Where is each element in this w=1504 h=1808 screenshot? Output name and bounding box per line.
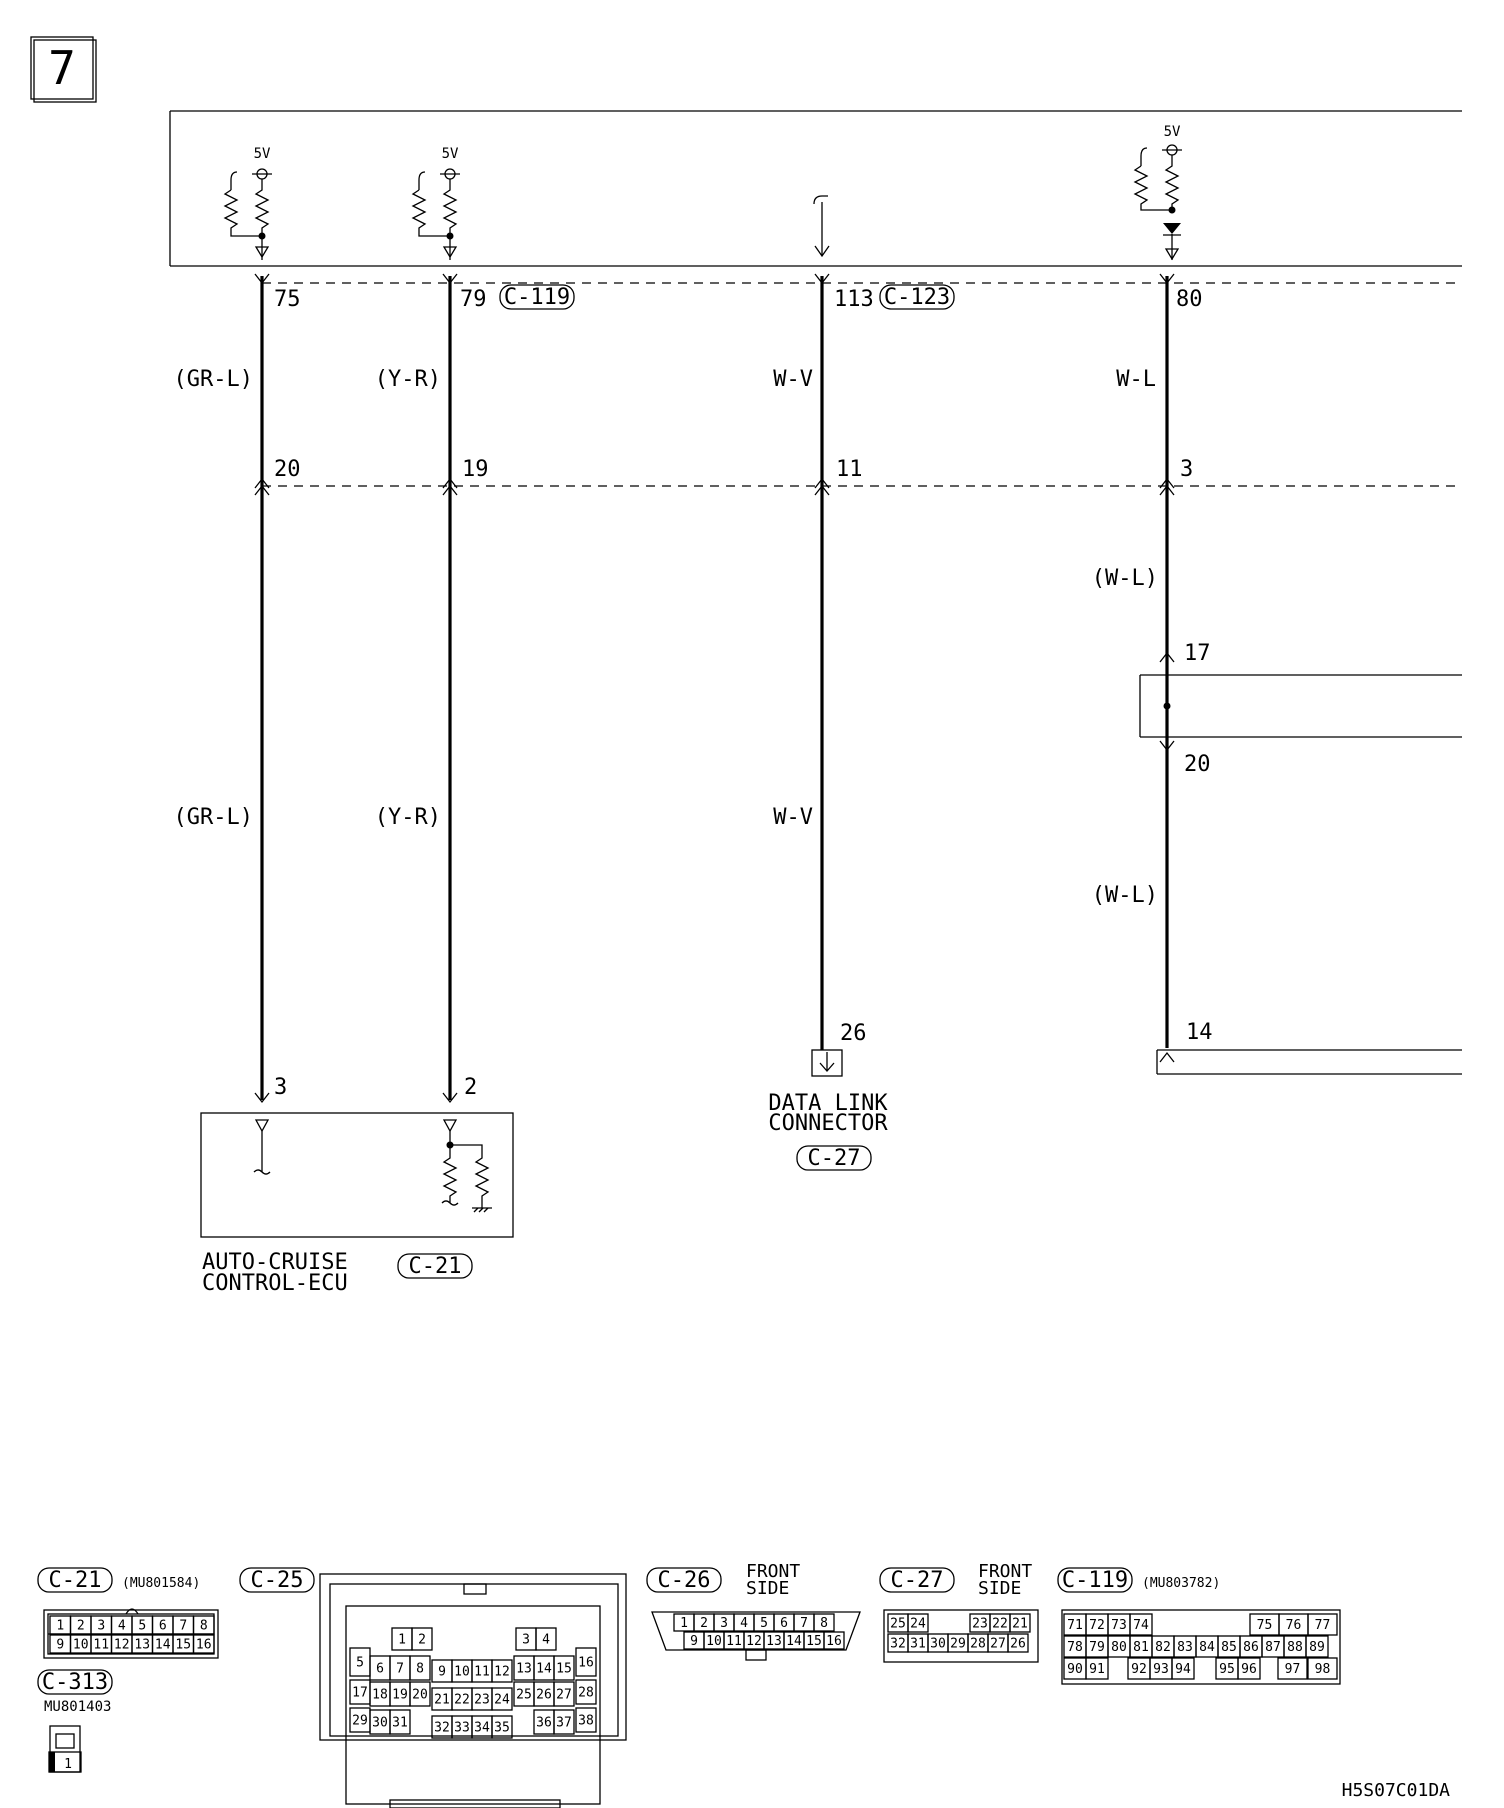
pin-number: 80	[1111, 1640, 1127, 1656]
page-number-box	[31, 37, 96, 102]
svg-text:C-119: C-119	[503, 285, 571, 310]
pin-number: 73	[1111, 1618, 1127, 1634]
svg-text:(MU803782): (MU803782)	[1142, 1576, 1221, 1591]
terminal-17: 17	[1184, 641, 1211, 666]
pin-number: 9	[56, 1637, 65, 1653]
pin-number: 4	[117, 1618, 126, 1634]
pin-number: 1	[398, 1632, 406, 1648]
wire-label-gr-l-lower: (GR-L)	[173, 805, 253, 830]
pin-number: 71	[1067, 1618, 1083, 1634]
svg-text:C-21: C-21	[48, 1568, 102, 1593]
pin-number: 25	[890, 1616, 906, 1632]
terminal-113: 113	[834, 287, 874, 312]
pin-number: 13	[134, 1637, 151, 1653]
pin-number: 75	[1256, 1618, 1273, 1634]
terminal-79: 79	[460, 287, 487, 312]
pin-number: 8	[416, 1661, 424, 1677]
pin-number: 17	[352, 1685, 368, 1701]
svg-text:MU801403: MU801403	[44, 1699, 112, 1715]
pin-number: 15	[175, 1637, 192, 1653]
pin-number: 93	[1153, 1662, 1169, 1678]
pin-number: 89	[1309, 1640, 1325, 1656]
cruise-label-line1: AUTO-CRUISE	[202, 1250, 348, 1275]
pin-number: 30	[930, 1636, 946, 1652]
pin-number: 23	[474, 1692, 490, 1708]
pin-number: 92	[1131, 1662, 1147, 1678]
terminal-75: 75	[274, 287, 301, 312]
pin-number: 90	[1067, 1662, 1083, 1678]
pin-number: 18	[372, 1687, 388, 1703]
pin-number: 35	[494, 1720, 510, 1736]
pin-number: 29	[352, 1713, 368, 1729]
connector-label-c123	[880, 285, 954, 310]
terminal-20-junction: 20	[1184, 752, 1211, 777]
pin-number: 25	[516, 1687, 532, 1703]
dlc-label-line1: DATA LINK	[768, 1091, 888, 1116]
pin-number: 7	[179, 1618, 188, 1634]
pin-number: 3	[97, 1618, 106, 1634]
pin-number: 2	[76, 1618, 85, 1634]
pin-number: 26	[1010, 1636, 1026, 1652]
terminal-26: 26	[840, 1021, 867, 1046]
terminal-14: 14	[1186, 1020, 1213, 1045]
ecu-internal-circuit-113	[814, 196, 829, 256]
connector-view-c119	[1058, 1568, 1340, 1684]
pin-number: 11	[726, 1634, 742, 1650]
pin-number: 84	[1199, 1640, 1215, 1656]
pin-number: 88	[1287, 1640, 1303, 1656]
svg-text:SIDE: SIDE	[978, 1578, 1022, 1599]
pin-number: 21	[434, 1692, 450, 1708]
pin-number: 16	[195, 1637, 212, 1653]
data-link-connector	[812, 1050, 842, 1076]
pin-number: 32	[434, 1720, 450, 1736]
pin-number: 4	[740, 1616, 748, 1632]
terminal-3-cruise: 3	[274, 1075, 288, 1100]
pin-number: 5	[356, 1655, 364, 1671]
pin-number: 1	[680, 1616, 688, 1632]
pin-number: 95	[1219, 1662, 1235, 1678]
pin-number: 83	[1177, 1640, 1193, 1656]
pin-number: 19	[392, 1687, 408, 1703]
pin-number: 30	[372, 1715, 388, 1731]
terminal-19: 19	[462, 457, 489, 482]
terminal-11: 11	[836, 457, 863, 482]
pin-number: 10	[706, 1634, 722, 1650]
pin-number: 6	[376, 1661, 384, 1677]
pin-number: 9	[438, 1664, 446, 1680]
svg-text:C-123: C-123	[883, 285, 951, 310]
ecu-internal-circuit-75	[225, 146, 272, 260]
voltage-label: 5V	[253, 146, 271, 162]
pin-number: 27	[990, 1636, 1006, 1652]
svg-text:C-26: C-26	[657, 1568, 711, 1593]
svg-text:C-27: C-27	[807, 1146, 861, 1171]
pin-number: 86	[1243, 1640, 1259, 1656]
pin-number: 28	[970, 1636, 986, 1652]
tail-connector	[1157, 1050, 1462, 1074]
pin-number: 12	[113, 1637, 130, 1653]
pin-number: 10	[454, 1664, 470, 1680]
svg-text:FRONT: FRONT	[978, 1561, 1033, 1582]
pin-number: 5	[138, 1618, 147, 1634]
pin-number: 11	[474, 1664, 490, 1680]
pin-number: 15	[806, 1634, 822, 1650]
pin-number: 28	[578, 1685, 594, 1701]
connector-view-c25	[240, 1568, 626, 1808]
pin-number: 94	[1175, 1662, 1191, 1678]
pin-number: 38	[578, 1713, 594, 1729]
pin-number: 7	[800, 1616, 808, 1632]
svg-text:SIDE: SIDE	[746, 1578, 790, 1599]
pin-number: 14	[536, 1661, 552, 1677]
connector-label-c119	[500, 285, 574, 310]
pin-number: 10	[72, 1637, 89, 1653]
wire-label-w-v-lower: W-V	[773, 805, 813, 830]
pin-number: 74	[1133, 1618, 1149, 1634]
pin-number: 97	[1284, 1662, 1301, 1678]
pin-number: 1	[56, 1618, 65, 1634]
ecu-internal-circuit-79	[413, 146, 460, 260]
pin-number: 36	[536, 1715, 552, 1731]
pin-number: 15	[556, 1661, 572, 1677]
pin-number: 5	[760, 1616, 768, 1632]
svg-text:C-119: C-119	[1061, 1568, 1129, 1593]
wire-y-r	[443, 274, 457, 1102]
pin-number: 76	[1285, 1618, 1302, 1634]
svg-text:FRONT: FRONT	[746, 1561, 801, 1582]
pin-number: 72	[1089, 1618, 1105, 1634]
footer-code: H5S07C01DA	[1341, 1780, 1450, 1801]
pin-number: 31	[910, 1636, 926, 1652]
connector-view-c313	[38, 1670, 112, 1772]
terminal-2-cruise: 2	[464, 1075, 478, 1100]
connector-view-c27	[880, 1561, 1038, 1662]
pin-number: 23	[972, 1616, 988, 1632]
ecu-internal-circuit-80	[1135, 124, 1182, 260]
pin-number: 16	[826, 1634, 842, 1650]
pin-number: 16	[578, 1655, 594, 1671]
terminal-3: 3	[1180, 457, 1194, 482]
pin-number: 22	[992, 1616, 1008, 1632]
pin-number: 9	[690, 1634, 698, 1650]
pin-number: 37	[556, 1715, 572, 1731]
pin-number: 6	[780, 1616, 788, 1632]
pin-number: 31	[392, 1715, 408, 1731]
pin-number: 20	[412, 1687, 428, 1703]
svg-text:C-27: C-27	[890, 1568, 944, 1593]
svg-text:(MU801584): (MU801584)	[122, 1576, 201, 1591]
pin-number: 12	[494, 1664, 510, 1680]
pin-number: 79	[1089, 1640, 1105, 1656]
dlc-label-line2: CONNECTOR	[768, 1111, 888, 1136]
pin-number: 7	[396, 1661, 404, 1677]
svg-text:1: 1	[64, 1757, 72, 1772]
pin-number: 12	[746, 1634, 762, 1650]
pin-number: 2	[418, 1632, 426, 1648]
pin-number: 4	[542, 1632, 550, 1648]
terminal-80: 80	[1176, 287, 1203, 312]
pin-number: 6	[158, 1618, 167, 1634]
pin-number: 78	[1067, 1640, 1083, 1656]
pin-number: 29	[950, 1636, 966, 1652]
pin-number: 26	[536, 1687, 552, 1703]
pin-number: 13	[766, 1634, 782, 1650]
cruise-ecu-box	[201, 1113, 513, 1237]
connector-label-c21	[398, 1254, 472, 1279]
pin-number: 14	[786, 1634, 802, 1650]
pin-number: 21	[1012, 1616, 1028, 1632]
ecu-box	[170, 111, 1462, 266]
pin-number: 96	[1241, 1662, 1257, 1678]
connector-view-c26	[647, 1561, 860, 1660]
pin-number: 77	[1314, 1618, 1331, 1634]
wire-label-w-l-mid: (W-L)	[1091, 566, 1158, 591]
wire-label-gr-l-upper: (GR-L)	[173, 367, 253, 392]
connector-view-c21	[38, 1568, 218, 1658]
svg-text:C-313: C-313	[41, 1670, 109, 1695]
wire-w-l	[1160, 274, 1174, 1062]
wire-label-w-v-upper: W-V	[773, 367, 813, 392]
svg-text:5V: 5V	[441, 146, 459, 162]
pin-number: 24	[910, 1616, 926, 1632]
pin-number: 8	[199, 1618, 208, 1634]
pin-number: 33	[454, 1720, 470, 1736]
wire-label-w-l-upper: W-L	[1116, 367, 1156, 392]
pin-number: 91	[1089, 1662, 1105, 1678]
junction-connector	[1140, 675, 1462, 737]
connector-label-c27	[797, 1146, 871, 1171]
pin-number: 85	[1221, 1640, 1237, 1656]
wire-label-y-r-upper: (Y-R)	[374, 367, 441, 392]
pin-number: 22	[454, 1692, 470, 1708]
pin-number: 3	[720, 1616, 728, 1632]
svg-text:5V: 5V	[1163, 124, 1181, 140]
svg-text:C-21: C-21	[408, 1254, 462, 1279]
pin-number: 14	[154, 1637, 171, 1653]
pin-number: 3	[522, 1632, 530, 1648]
svg-text:C-25: C-25	[250, 1568, 304, 1593]
pin-number: 13	[516, 1661, 532, 1677]
pin-number: 2	[700, 1616, 708, 1632]
pin-number: 27	[556, 1687, 572, 1703]
pin-number: 82	[1155, 1640, 1171, 1656]
wire-label-y-r-lower: (Y-R)	[374, 805, 441, 830]
cruise-label-line2: CONTROL-ECU	[202, 1271, 348, 1296]
pin-number: 98	[1314, 1662, 1331, 1678]
wire-gr-l	[255, 274, 269, 1102]
pin-number: 87	[1265, 1640, 1281, 1656]
wire-w-v	[815, 274, 829, 1050]
pin-number: 24	[494, 1692, 510, 1708]
pin-number: 32	[890, 1636, 906, 1652]
page-number: 7	[48, 41, 76, 95]
pin-number: 81	[1133, 1640, 1149, 1656]
pin-number: 8	[820, 1616, 828, 1632]
pin-number: 34	[474, 1720, 490, 1736]
wire-label-w-l-lower: (W-L)	[1091, 883, 1158, 908]
pin-number: 11	[93, 1637, 110, 1653]
terminal-20: 20	[274, 457, 301, 482]
